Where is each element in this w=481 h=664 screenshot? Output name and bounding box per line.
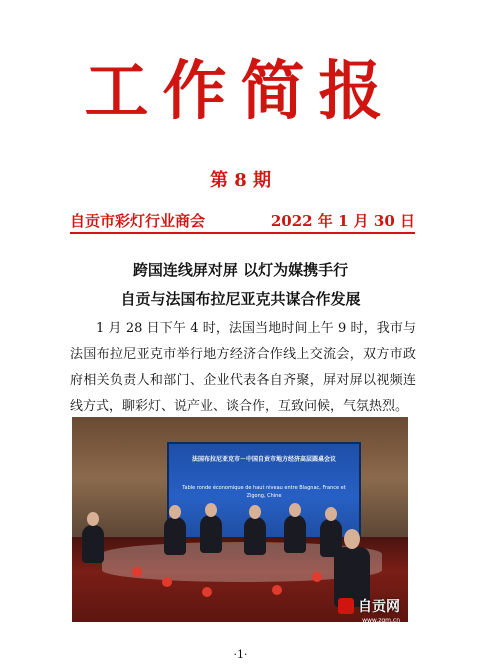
logo-icon [338, 598, 354, 614]
attendee [82, 525, 104, 563]
attendee [244, 517, 266, 555]
issue-number: 第 8 期 [209, 170, 272, 191]
watermark-logo [338, 596, 400, 616]
flower-decoration [312, 572, 322, 582]
attendee-head [87, 512, 99, 526]
attendee [164, 517, 186, 555]
dateline [70, 210, 415, 231]
screen-title: 法国布拉尼亚克市－中国自贡市地方经济高层圆桌会议 [191, 456, 336, 463]
attendee-head [169, 505, 181, 519]
article-headline-2: 自贡与法国布拉尼亚克共谋合作发展 [120, 290, 361, 308]
flower-decoration [202, 587, 212, 597]
attendee-head [325, 507, 337, 521]
attendee-head [289, 503, 301, 517]
meeting-photo [72, 417, 408, 622]
article-headline-1: 跨国连线屏对屏 以灯为媒携手行 [132, 261, 349, 279]
flower-decoration [272, 585, 282, 595]
attendee-head [249, 505, 261, 519]
attendee [200, 515, 222, 553]
header-divider [70, 232, 415, 234]
watermark-text: 自贡网 [358, 599, 400, 615]
attendee-head [205, 503, 217, 517]
flower-decoration [162, 577, 172, 587]
attendee-head [344, 529, 360, 549]
screen-subtitle: Table ronde économique de haut niveau entre Blagnac, France et Zigong, Chine [182, 485, 346, 499]
watermark-url: www.zgm.cn [362, 617, 400, 622]
article-body: 1 月 28 日下午 4 时，法国当地时间上午 9 时，我市与法国布拉尼亚克市举行地方经济合作线上交流会，双方市政府相关负责人和部门、企业代表各自齐聚，屏对屏以视频连线方式，聊彩灯、说产业、谈合作，互致问候，气氛热烈。 [70, 321, 416, 414]
attendee [284, 515, 306, 553]
page-number: ·1· [233, 648, 248, 661]
publisher-name: 自贡市彩灯行业商会 [70, 212, 206, 230]
issue-date: 2022 年 1 月 30 日 [270, 212, 415, 230]
masthead-title: 工作简报 [84, 54, 397, 129]
flower-decoration [132, 567, 142, 577]
